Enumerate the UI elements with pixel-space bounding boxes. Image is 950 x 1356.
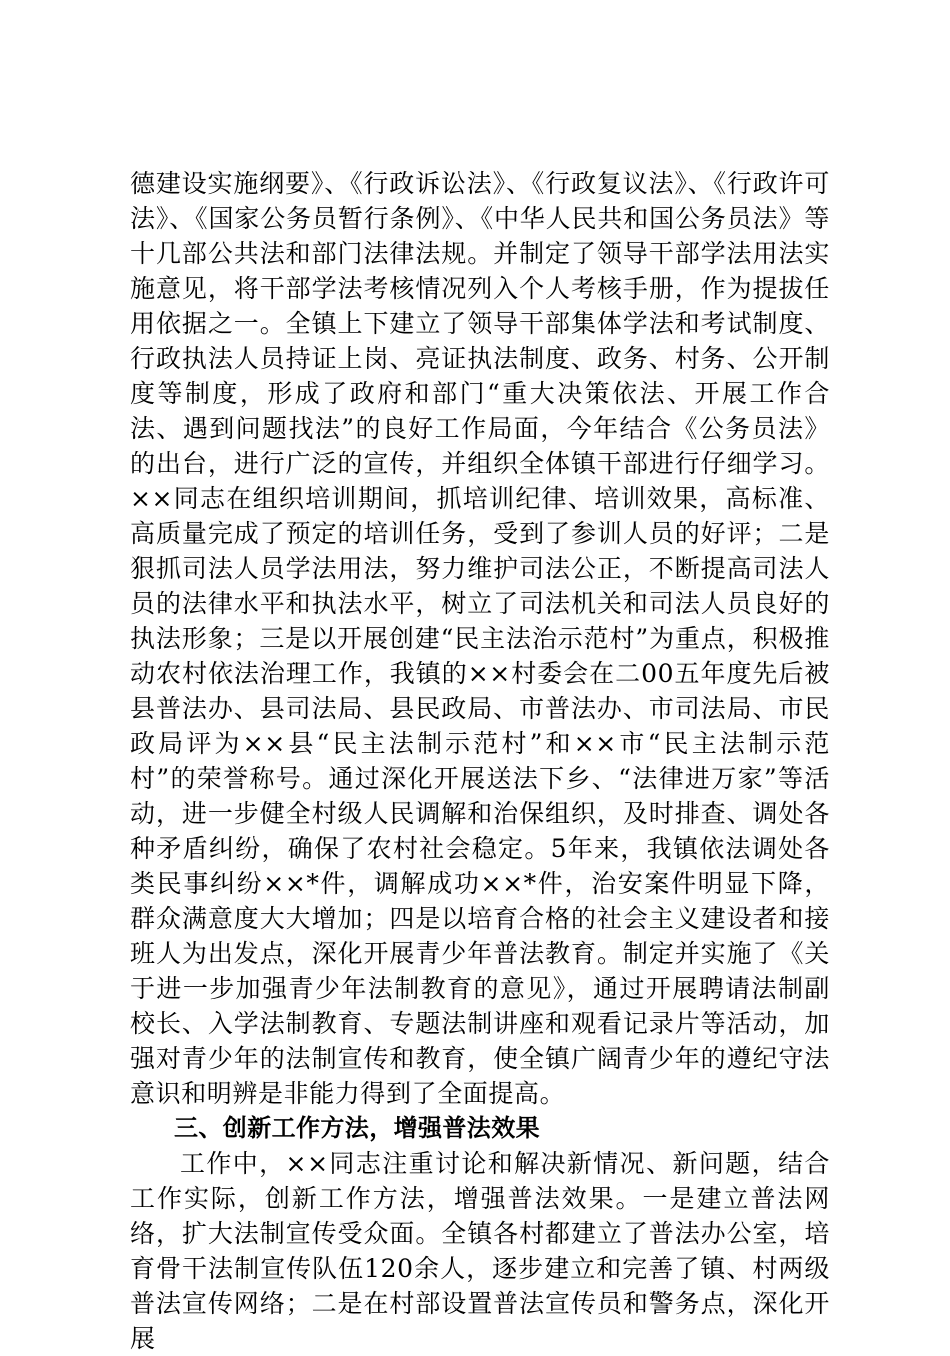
body-paragraph: 工作中，××同志注重讨论和解决新情况、新问题，结合工作实际，创新工作方法，增强普法效果。一是建立普法网络，扩大法制宣传受众面。全镇各村都建立了普法办公室，培育骨干法制宣传队伍120余人，逐步建立和完善了镇、村两级普法宣传网络；二是在村部设置普法宣传员和警务点，深化开展 (130, 1149, 830, 1353)
body-paragraph-continued: 德建设实施纲要》、《行政诉讼法》、《行政复议法》、《行政许可法》、《国家公务员暂行条例》、《中华人民共和国公务员法》等十几部公共法和部门法律法规。并制定了领导干部学法用法实施意见，将干部学法考核情况列入个人考核手册，作为提拔任用依据之一。全镇上下建立了领导干部集体学法和考试制度、行政执法人员持证上岗、亮证执法制度、政务、村务、公开制度等制度，形成了政府和部门“重大决策依法、开展工作合法、遇到问题找法”的良好工作局面，今年结合《公务员法》的出台，进行广泛的宣传，并组织全体镇干部进行仔细学习。××同志在组织培训期间，抓培训纪律、培训效果，高标准、高质量完成了预定的培训任务，受到了参训人员的好评；二是狠抓司法人员学法用法，努力维护司法公正，不断提高司法人员的法律水平和执法水平，树立了司法机关和司法人员良好的执法形象；三是以开展创建“民主法治示范村”为重点，积极推动农村依法治理工作，我镇的××村委会在二00五年度先后被县普法办、县司法局、县民政局、市普法办、市司法局、市民政局评为××县“民主法制示范村”和××市“民主法制示范村”的荣誉称号。通过深化开展送法下乡、“法律进万家”等活动，进一步健全村级人民调解和治保组织，及时排查、调处各种矛盾纠纷，确保了农村社会稳定。5年来，我镇依法调处各类民事纠纷××*件，调解成功××*件，治安案件明显下降，群众满意度大大增加；四是以培育合格的社会主义建设者和接班人为出发点，深化开展青少年普法教育。制定并实施了《关于进一步加强青少年法制教育的意见》，通过开展聘请法制副校长、入学法制教育、专题法制讲座和观看记录片等活动，加强对青少年的法制宣传和教育，使全镇广阔青少年的遵纪守法意识和明辨是非能力得到了全面提高。 (130, 169, 830, 1108)
section-heading: 三、创新工作方法，增强普法效果 (174, 1114, 540, 1142)
document-page (130, 166, 830, 1356)
